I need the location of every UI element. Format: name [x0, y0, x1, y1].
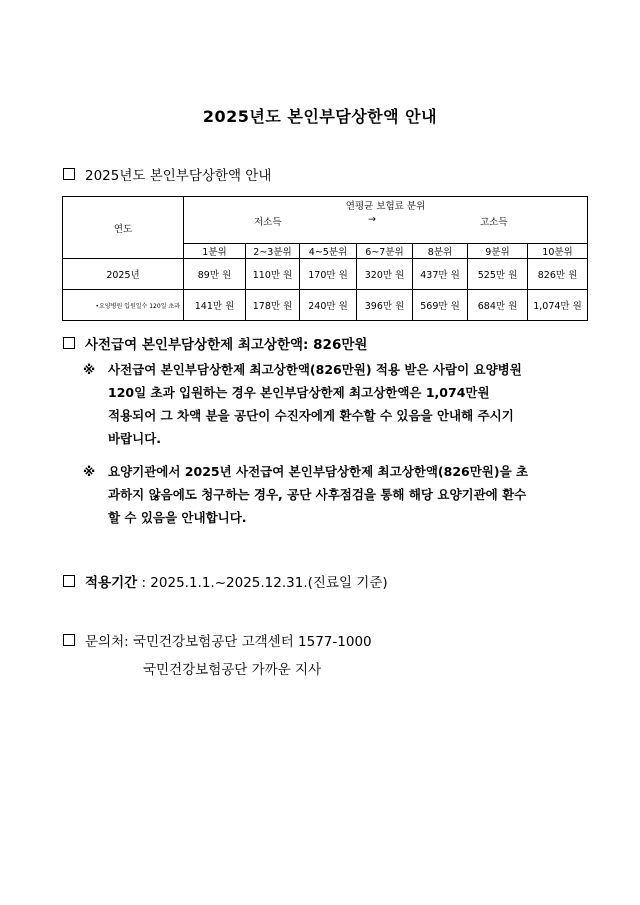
table-cell: 178만 원: [246, 290, 300, 321]
table-row: [63, 290, 588, 321]
section-contact: [63, 630, 372, 650]
table-cell: 826만 원: [528, 259, 588, 290]
period-label: 적용기간: [85, 575, 138, 591]
table-cell: 437만 원: [413, 259, 468, 290]
decile-header: 1분위: [184, 244, 246, 259]
checkbox-square-icon: [63, 168, 75, 180]
decile-header: 2~3분위: [246, 244, 300, 259]
note-line: 사전급여 본인부담상한제 최고상한액(826만원) 적용 받은 사람이 요양병원: [108, 362, 522, 377]
section-heading-text: 2025년도 본인부담상한액 안내: [85, 168, 272, 184]
note-line: 120일 초과 입원하는 경우 본인부담상한제 최고상한액은 1,074만원: [108, 385, 490, 400]
table-cell: 89만 원: [184, 259, 246, 290]
rate-table: [62, 196, 588, 321]
decile-header: 6~7분위: [357, 244, 413, 259]
table-row: [63, 259, 588, 290]
table-cell: 141만 원: [184, 290, 246, 321]
low-income-label: 저소득: [254, 217, 282, 228]
row-label: 2025년: [63, 259, 184, 290]
contact-text: 문의처: 국민건강보험공단 고객센터 1577-1000: [85, 634, 372, 650]
reference-mark-icon: ※: [83, 464, 96, 479]
decile-header: 10분위: [528, 244, 588, 259]
checkbox-square-icon: [63, 337, 75, 349]
note-line: 적용되어 그 차액 분을 공단이 수진자에게 환수할 수 있음을 안내해 주시기: [108, 408, 514, 423]
high-income-label: 고소득: [480, 217, 508, 228]
table-cell: 240만 원: [300, 290, 357, 321]
contact-line-2: 국민건강보험공단 가까운 지사: [143, 662, 322, 678]
decile-header: 8분위: [413, 244, 468, 259]
table-cell: 1,074만 원: [528, 290, 588, 321]
table-cell: 320만 원: [357, 259, 413, 290]
arrow-label: →: [368, 214, 376, 225]
decile-header: 9분위: [468, 244, 528, 259]
table-cell: 396만 원: [357, 290, 413, 321]
table-cell: 684만 원: [468, 290, 528, 321]
note-line: 요양기관에서 2025년 사전급여 본인부담상한제 최고상한액(826만원)을 초: [108, 464, 529, 479]
note-line: 과하지 않음에도 청구하는 경우, 공단 사후점검을 통해 해당 요양기관에 환수: [108, 487, 527, 502]
decile-group-header: [184, 197, 588, 244]
table-cell: 170만 원: [300, 259, 357, 290]
decile-header: 4~5분위: [300, 244, 357, 259]
section-heading-rates: [63, 164, 271, 184]
section-heading-text: 사전급여 본인부담상한제 최고상한액: 826만원: [85, 337, 368, 353]
table-cell: 110만 원: [246, 259, 300, 290]
group-header-label: 연평균 보험료 분위: [345, 201, 426, 212]
note-paragraph: [83, 460, 580, 529]
note-line: 바랍니다.: [108, 431, 162, 446]
checkbox-square-icon: [63, 575, 75, 587]
section-period: [63, 571, 388, 591]
checkbox-square-icon: [63, 634, 75, 646]
table-cell: 569만 원: [413, 290, 468, 321]
year-header-cell: 연도: [63, 197, 184, 259]
period-value: : 2025.1.1.~2025.12.31.(진료일 기준): [137, 575, 388, 591]
page-title: 2025년도 본인부담상한액 안내: [202, 107, 438, 126]
row-label: •요양병원 입원일수 120일 초과: [63, 290, 184, 321]
note-paragraph: [83, 358, 580, 450]
section-heading-max: [63, 333, 367, 353]
note-line: 할 수 있음을 안내합니다.: [108, 510, 247, 525]
reference-mark-icon: ※: [83, 362, 96, 377]
table-cell: 525만 원: [468, 259, 528, 290]
